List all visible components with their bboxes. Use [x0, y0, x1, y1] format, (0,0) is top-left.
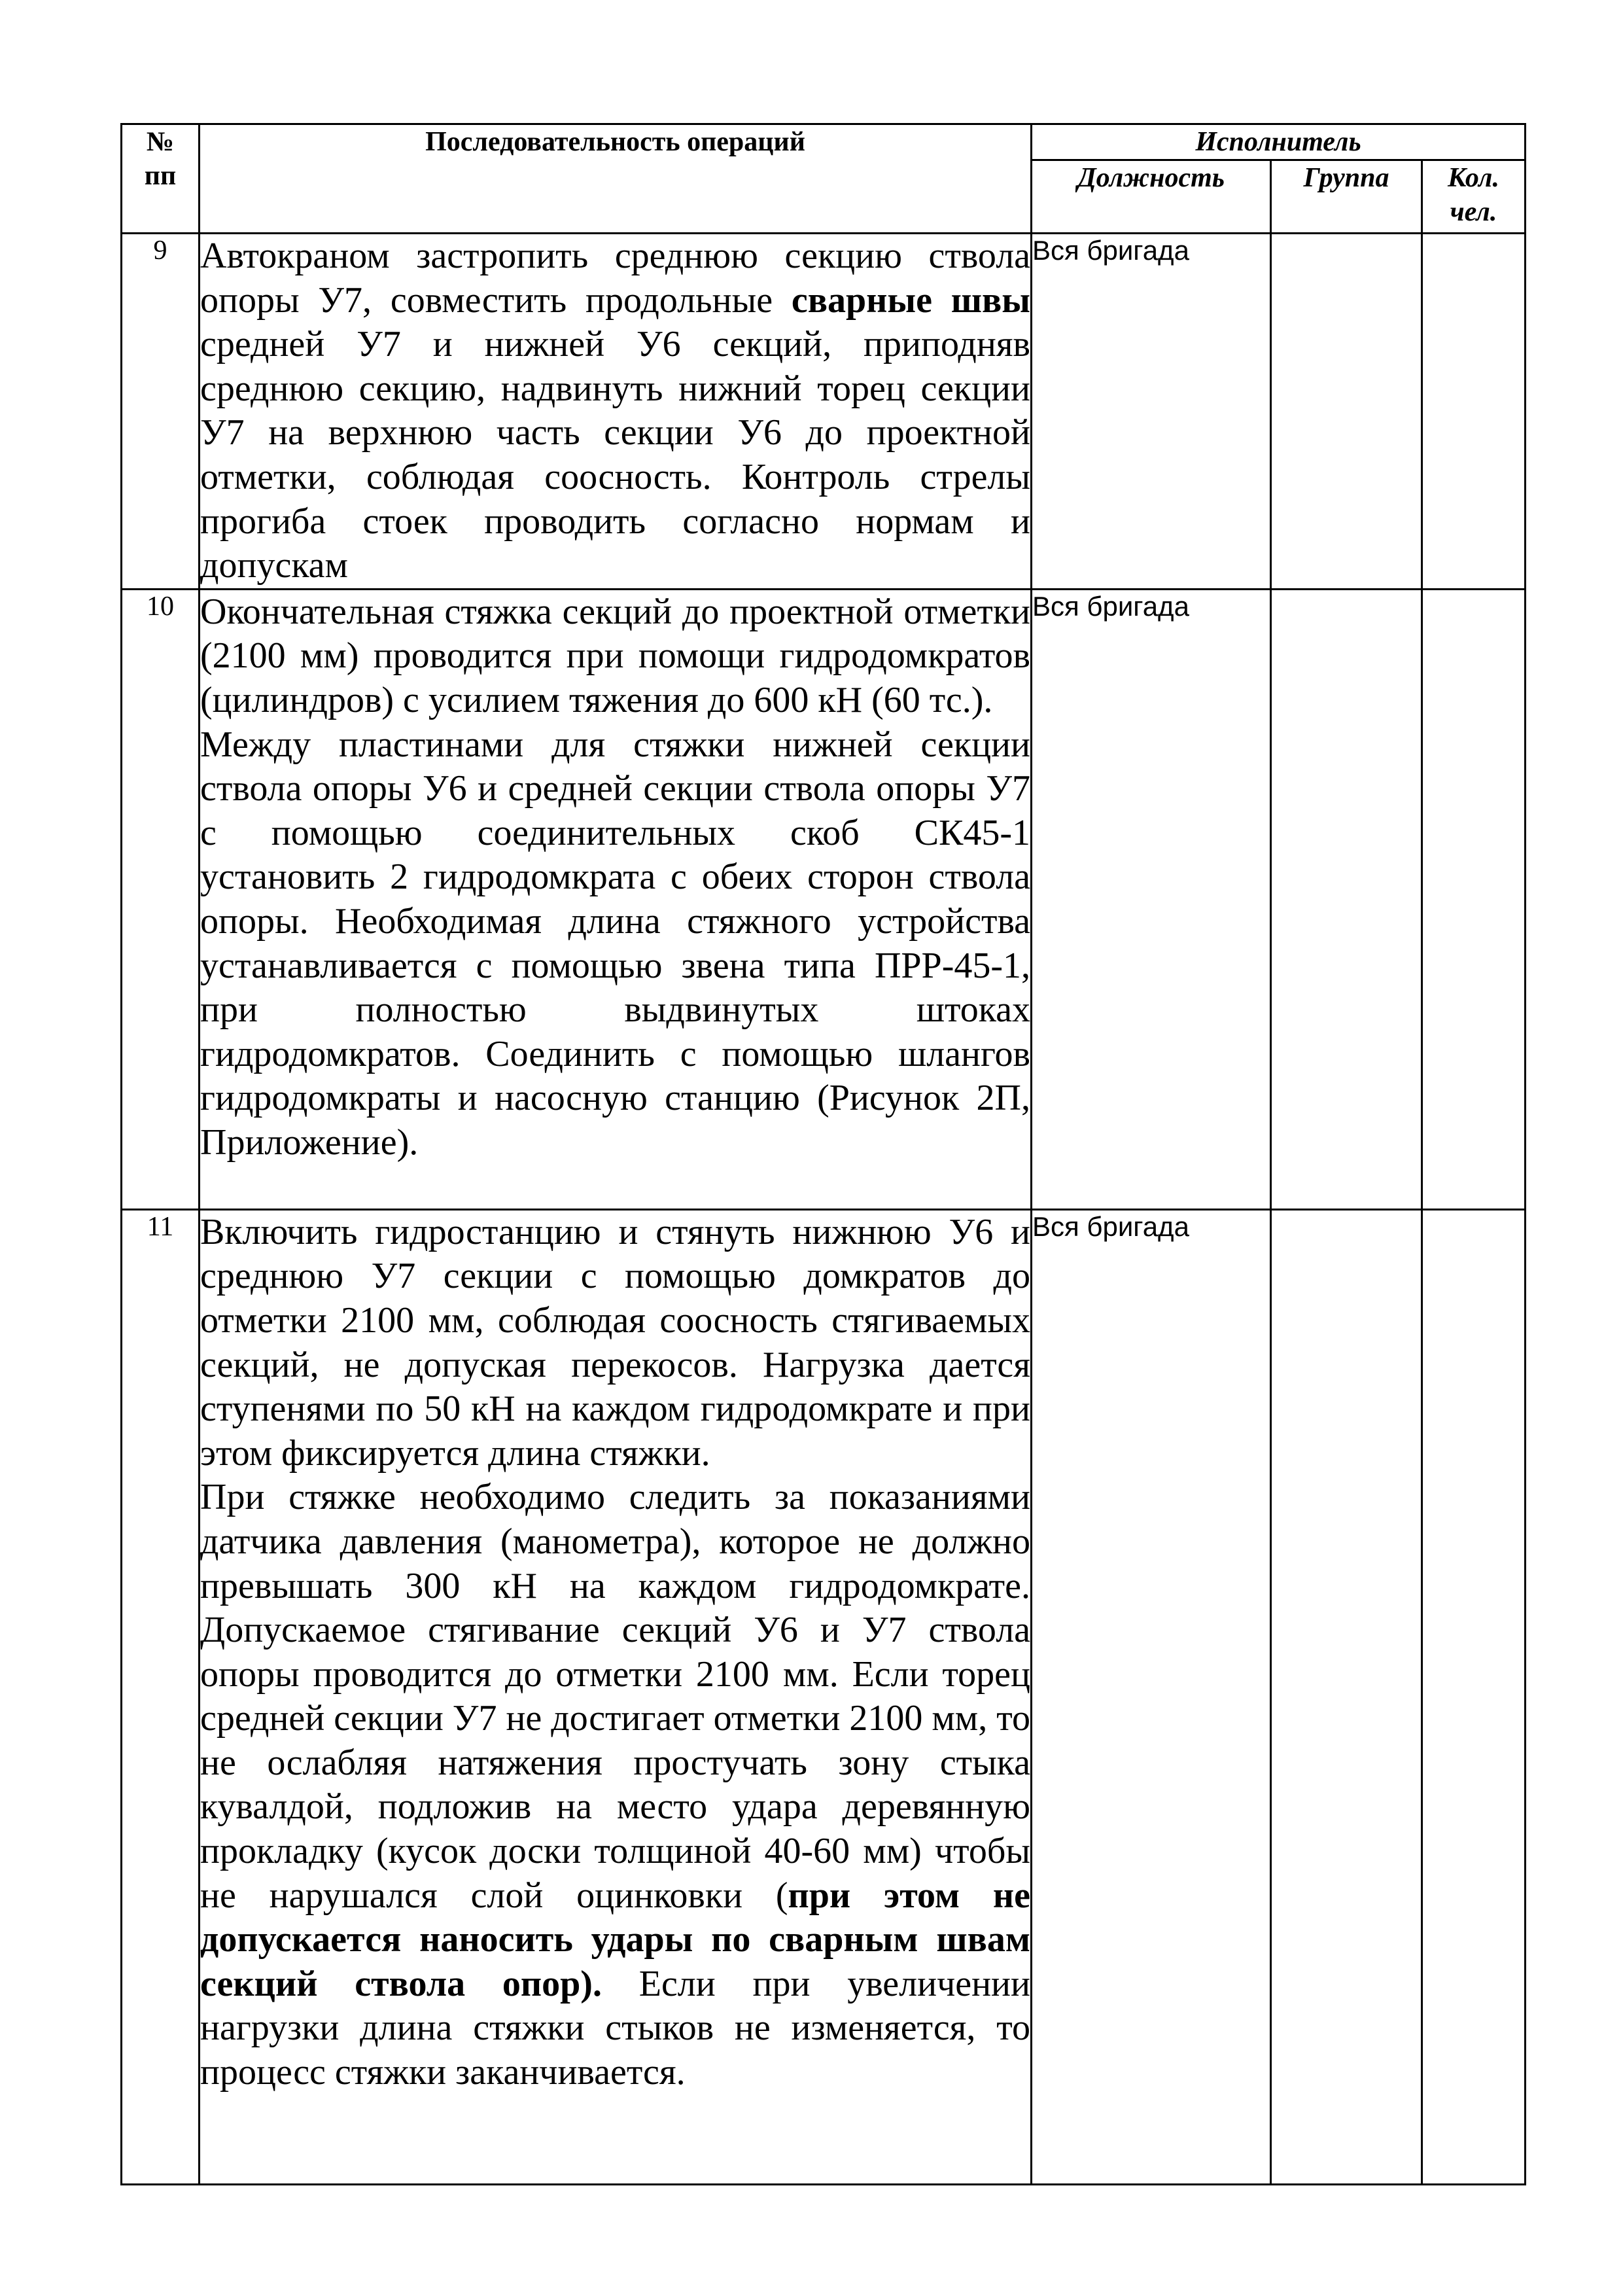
header-number-line1: № [146, 127, 175, 157]
header-executor: Исполнитель [1032, 124, 1526, 160]
operation-paragraph: Между пластинами для стяжки нижней секции ствола опоры У6 и средней секции ствола опоры У7 с помощью соединительных скоб СК45-1 установить 2 гидродомкрата с обеих сторон ствола опоры. Необходимая длина стяжного устройства устанавливается с помощью звена типа ПРР-45-1, при полностью выдвинутых штоках гидродомкратов. Соединить с помощью шлангов гидродомкраты и насосную станцию (Рисунок 2П, Приложение). [200, 724, 1030, 1163]
header-position: Должность [1032, 160, 1271, 234]
header-count-line1: Кол. [1448, 163, 1499, 193]
operation-paragraph: Окончательная стяжка секций до проектной отметки (2100 мм) проводится при помощи гидродомкратов (цилиндров) с усилием тяжения до 600 кН (60 тс.). [200, 591, 1030, 720]
row-position: Вся бригада [1032, 234, 1271, 590]
table-header-row [122, 124, 1526, 160]
header-group: Группа [1271, 160, 1422, 234]
header-number-line2: пп [144, 161, 177, 191]
table-row [122, 589, 1526, 1209]
operation-paragraph: Включить гидростанцию и стянуть нижнюю У6 и среднюю У7 секции с помощью домкратов до отметки 2100 мм, соблюдая соосность стягиваемых секций, не допуская перекосов. Нагрузка дается ступенями по 50 кН на каждом гидродомкрате и при этом фиксируется длина стяжки. [200, 1211, 1030, 1474]
row-count [1422, 1209, 1526, 2184]
operation-paragraph [200, 1475, 1030, 2094]
row-count [1422, 234, 1526, 590]
operations-table [120, 123, 1526, 2185]
table-row [122, 1209, 1526, 2184]
row-count [1422, 589, 1526, 1209]
operation-text-part: Если при увеличении нагрузки длина стяжки стыков не изменяется, то процесс стяжки заканчивается. [200, 1963, 1030, 2093]
row-position: Вся бригада [1032, 1209, 1271, 2184]
operation-text [200, 1209, 1032, 2184]
operation-text-bold: сварные швы [791, 279, 1030, 321]
header-sequence: Последовательность операций [200, 124, 1032, 234]
operation-text-part: При стяжке необходимо следить за показаниями датчика давления (манометра), которое не должно превышать 300 кН на каждом гидродомкрате. Допускаемое стягивание секций У6 и У7 ствола опоры проводится до отметки 2100 мм. Если торец средней секции У7 не достигает отметки 2100 мм, то не ослабляя натяжения простучать зону стыка кувалдой, подложив на место удара деревянную прокладку (кусок доски толщиной 40-60 мм) чтобы не нарушался слой оцинковки ( [200, 1477, 1030, 1916]
row-number: 9 [122, 234, 200, 590]
row-group [1271, 1209, 1422, 2184]
row-number: 10 [122, 589, 200, 1209]
operation-text-part: Автокраном застропить среднюю секцию ствола опоры У7, совместить продольные [200, 236, 1030, 321]
row-group [1271, 589, 1422, 1209]
table-row [122, 234, 1526, 590]
operation-text [200, 589, 1032, 1209]
header-number-cell [122, 124, 200, 234]
operation-text-part: средней У7 и нижней У6 секций, приподняв среднюю секцию, надвинуть нижний торец секции У7 на верхнюю часть секции У6 до проектной отметки, соблюдая соосность. Контроль стрелы прогиба стоек проводить согласно нормам и допускам [200, 324, 1030, 586]
operation-text [200, 234, 1032, 590]
header-count-line2: чел. [1450, 197, 1497, 227]
operation-paragraph [200, 234, 1030, 588]
header-count-cell [1422, 160, 1526, 234]
row-group [1271, 234, 1422, 590]
operation-text-bold: при этом не допускается наносить удары по сварным швам секций ствола опор). [200, 1875, 1030, 2004]
row-position: Вся бригада [1032, 589, 1271, 1209]
row-number: 11 [122, 1209, 200, 2184]
